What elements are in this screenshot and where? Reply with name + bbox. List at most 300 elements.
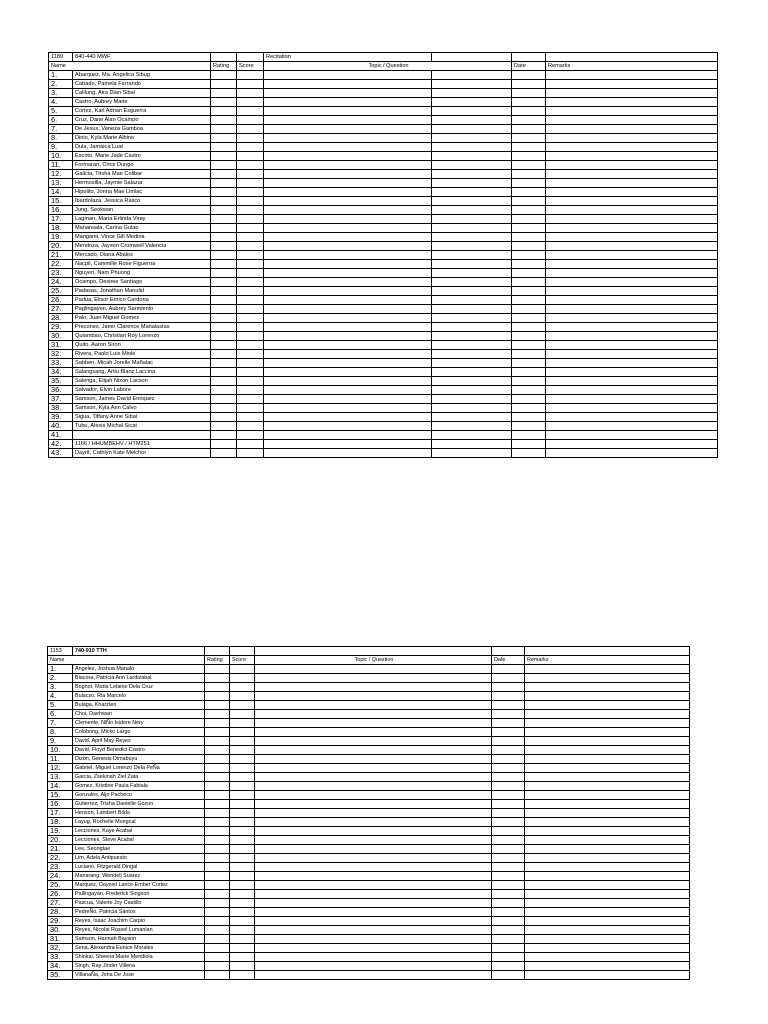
remarks-cell[interactable]: [546, 125, 718, 134]
topic-cell[interactable]: [255, 899, 492, 908]
remarks-cell[interactable]: [525, 737, 690, 746]
rating-cell[interactable]: [211, 341, 237, 350]
date-cell[interactable]: [512, 377, 546, 386]
date-cell[interactable]: [492, 674, 525, 683]
remarks-cell[interactable]: [525, 755, 690, 764]
score-cell[interactable]: [230, 845, 255, 854]
topic-cell[interactable]: [255, 719, 492, 728]
remarks-cell[interactable]: [546, 98, 718, 107]
date-cell[interactable]: [512, 260, 546, 269]
topic-cell[interactable]: [255, 791, 492, 800]
rating-cell[interactable]: [211, 89, 237, 98]
date-cell[interactable]: [492, 692, 525, 701]
rating-cell[interactable]: [205, 872, 230, 881]
date-cell[interactable]: [492, 809, 525, 818]
score-cell[interactable]: [237, 152, 264, 161]
rating-cell[interactable]: [211, 404, 237, 413]
remarks-cell[interactable]: [525, 674, 690, 683]
topic-cell-extra[interactable]: [432, 422, 512, 431]
topic-cell-extra[interactable]: [432, 80, 512, 89]
rating-cell[interactable]: [205, 674, 230, 683]
topic-cell[interactable]: [264, 260, 432, 269]
score-cell[interactable]: [237, 125, 264, 134]
score-cell[interactable]: [230, 917, 255, 926]
remarks-cell[interactable]: [525, 809, 690, 818]
rating-cell[interactable]: [211, 125, 237, 134]
rating-cell[interactable]: [205, 746, 230, 755]
date-cell[interactable]: [512, 89, 546, 98]
topic-cell-extra[interactable]: [432, 89, 512, 98]
topic-cell-extra[interactable]: [432, 305, 512, 314]
remarks-cell[interactable]: [546, 188, 718, 197]
date-cell[interactable]: [512, 449, 546, 458]
score-cell[interactable]: [230, 818, 255, 827]
date-cell[interactable]: [492, 728, 525, 737]
remarks-cell[interactable]: [546, 152, 718, 161]
rating-cell[interactable]: [211, 422, 237, 431]
remarks-cell[interactable]: [546, 197, 718, 206]
topic-cell[interactable]: [255, 755, 492, 764]
rating-cell[interactable]: [211, 449, 237, 458]
date-cell[interactable]: [512, 197, 546, 206]
rating-cell[interactable]: [211, 224, 237, 233]
rating-cell[interactable]: [205, 836, 230, 845]
remarks-cell[interactable]: [546, 143, 718, 152]
rating-cell[interactable]: [211, 215, 237, 224]
topic-cell-extra[interactable]: [432, 359, 512, 368]
topic-cell[interactable]: [264, 125, 432, 134]
topic-cell[interactable]: [255, 854, 492, 863]
date-cell[interactable]: [512, 440, 546, 449]
rating-cell[interactable]: [211, 197, 237, 206]
topic-cell[interactable]: [264, 80, 432, 89]
rating-cell[interactable]: [211, 386, 237, 395]
rating-cell[interactable]: [205, 809, 230, 818]
score-cell[interactable]: [230, 683, 255, 692]
remarks-cell[interactable]: [525, 800, 690, 809]
score-cell[interactable]: [230, 926, 255, 935]
remarks-cell[interactable]: [525, 728, 690, 737]
date-cell[interactable]: [512, 71, 546, 80]
score-cell[interactable]: [237, 431, 264, 440]
date-cell[interactable]: [512, 242, 546, 251]
topic-cell[interactable]: [264, 323, 432, 332]
topic-cell-extra[interactable]: [432, 188, 512, 197]
date-cell[interactable]: [492, 953, 525, 962]
rating-cell[interactable]: [211, 350, 237, 359]
score-cell[interactable]: [230, 890, 255, 899]
topic-cell[interactable]: [264, 98, 432, 107]
remarks-cell[interactable]: [525, 917, 690, 926]
date-cell[interactable]: [492, 872, 525, 881]
score-cell[interactable]: [230, 800, 255, 809]
rating-cell[interactable]: [205, 773, 230, 782]
remarks-cell[interactable]: [525, 836, 690, 845]
rating-cell[interactable]: [205, 971, 230, 980]
topic-cell-extra[interactable]: [432, 197, 512, 206]
remarks-cell[interactable]: [525, 962, 690, 971]
date-cell[interactable]: [512, 224, 546, 233]
remarks-cell[interactable]: [546, 404, 718, 413]
topic-cell-extra[interactable]: [432, 107, 512, 116]
rating-cell[interactable]: [205, 845, 230, 854]
rating-cell[interactable]: [211, 251, 237, 260]
topic-cell-extra[interactable]: [432, 134, 512, 143]
topic-cell[interactable]: [255, 917, 492, 926]
topic-cell-extra[interactable]: [432, 404, 512, 413]
date-cell[interactable]: [512, 413, 546, 422]
date-cell[interactable]: [492, 917, 525, 926]
topic-cell[interactable]: [264, 242, 432, 251]
topic-cell[interactable]: [264, 422, 432, 431]
rating-cell[interactable]: [211, 71, 237, 80]
score-cell[interactable]: [230, 773, 255, 782]
topic-cell[interactable]: [264, 188, 432, 197]
score-cell[interactable]: [237, 314, 264, 323]
score-cell[interactable]: [230, 872, 255, 881]
score-cell[interactable]: [237, 404, 264, 413]
topic-cell-extra[interactable]: [432, 341, 512, 350]
score-cell[interactable]: [237, 359, 264, 368]
topic-cell-extra[interactable]: [432, 395, 512, 404]
remarks-cell[interactable]: [546, 251, 718, 260]
remarks-cell[interactable]: [525, 782, 690, 791]
date-cell[interactable]: [512, 161, 546, 170]
rating-cell[interactable]: [205, 791, 230, 800]
topic-cell[interactable]: [264, 89, 432, 98]
date-cell[interactable]: [492, 971, 525, 980]
date-cell[interactable]: [512, 80, 546, 89]
topic-cell[interactable]: [255, 809, 492, 818]
remarks-cell[interactable]: [546, 449, 718, 458]
remarks-cell[interactable]: [546, 170, 718, 179]
score-cell[interactable]: [237, 89, 264, 98]
topic-cell[interactable]: [264, 233, 432, 242]
score-cell[interactable]: [237, 197, 264, 206]
date-cell[interactable]: [512, 143, 546, 152]
score-cell[interactable]: [230, 791, 255, 800]
score-cell[interactable]: [237, 143, 264, 152]
remarks-cell[interactable]: [525, 854, 690, 863]
rating-cell[interactable]: [205, 863, 230, 872]
score-cell[interactable]: [230, 863, 255, 872]
topic-cell[interactable]: [255, 872, 492, 881]
topic-cell[interactable]: [255, 881, 492, 890]
remarks-cell[interactable]: [525, 665, 690, 674]
topic-cell-extra[interactable]: [432, 350, 512, 359]
date-cell[interactable]: [492, 827, 525, 836]
date-cell[interactable]: [492, 836, 525, 845]
score-cell[interactable]: [237, 161, 264, 170]
topic-cell[interactable]: [255, 782, 492, 791]
remarks-cell[interactable]: [525, 899, 690, 908]
remarks-cell[interactable]: [546, 332, 718, 341]
topic-cell-extra[interactable]: [432, 224, 512, 233]
rating-cell[interactable]: [211, 359, 237, 368]
score-cell[interactable]: [237, 449, 264, 458]
date-cell[interactable]: [512, 368, 546, 377]
topic-cell[interactable]: [264, 431, 432, 440]
remarks-cell[interactable]: [525, 692, 690, 701]
score-cell[interactable]: [237, 80, 264, 89]
topic-cell[interactable]: [255, 953, 492, 962]
date-cell[interactable]: [492, 764, 525, 773]
remarks-cell[interactable]: [546, 206, 718, 215]
rating-cell[interactable]: [211, 161, 237, 170]
score-cell[interactable]: [230, 701, 255, 710]
rating-cell[interactable]: [211, 296, 237, 305]
date-cell[interactable]: [512, 431, 546, 440]
topic-cell[interactable]: [264, 206, 432, 215]
rating-cell[interactable]: [205, 800, 230, 809]
remarks-cell[interactable]: [525, 953, 690, 962]
rating-cell[interactable]: [205, 827, 230, 836]
rating-cell[interactable]: [205, 683, 230, 692]
topic-cell[interactable]: [264, 332, 432, 341]
date-cell[interactable]: [492, 683, 525, 692]
rating-cell[interactable]: [205, 917, 230, 926]
score-cell[interactable]: [230, 908, 255, 917]
topic-cell-extra[interactable]: [432, 386, 512, 395]
date-cell[interactable]: [512, 395, 546, 404]
topic-cell[interactable]: [255, 665, 492, 674]
date-cell[interactable]: [512, 314, 546, 323]
score-cell[interactable]: [230, 944, 255, 953]
remarks-cell[interactable]: [525, 818, 690, 827]
score-cell[interactable]: [237, 206, 264, 215]
remarks-cell[interactable]: [525, 926, 690, 935]
remarks-cell[interactable]: [546, 269, 718, 278]
remarks-cell[interactable]: [546, 305, 718, 314]
topic-cell[interactable]: [264, 413, 432, 422]
rating-cell[interactable]: [205, 944, 230, 953]
date-cell[interactable]: [512, 98, 546, 107]
score-cell[interactable]: [237, 134, 264, 143]
rating-cell[interactable]: [211, 116, 237, 125]
rating-cell[interactable]: [205, 782, 230, 791]
score-cell[interactable]: [230, 953, 255, 962]
date-cell[interactable]: [512, 278, 546, 287]
rating-cell[interactable]: [211, 323, 237, 332]
remarks-cell[interactable]: [546, 341, 718, 350]
topic-cell-extra[interactable]: [432, 440, 512, 449]
topic-cell-extra[interactable]: [432, 233, 512, 242]
score-cell[interactable]: [230, 755, 255, 764]
rating-cell[interactable]: [211, 188, 237, 197]
topic-cell[interactable]: [264, 440, 432, 449]
topic-cell[interactable]: [255, 926, 492, 935]
topic-cell-extra[interactable]: [432, 161, 512, 170]
remarks-cell[interactable]: [546, 224, 718, 233]
remarks-cell[interactable]: [525, 827, 690, 836]
topic-cell[interactable]: [255, 692, 492, 701]
rating-cell[interactable]: [205, 935, 230, 944]
remarks-cell[interactable]: [525, 845, 690, 854]
topic-cell[interactable]: [264, 377, 432, 386]
remarks-cell[interactable]: [546, 107, 718, 116]
remarks-cell[interactable]: [525, 764, 690, 773]
remarks-cell[interactable]: [525, 944, 690, 953]
date-cell[interactable]: [512, 179, 546, 188]
topic-cell[interactable]: [264, 161, 432, 170]
rating-cell[interactable]: [205, 755, 230, 764]
topic-cell-extra[interactable]: [432, 377, 512, 386]
remarks-cell[interactable]: [525, 791, 690, 800]
topic-cell-extra[interactable]: [432, 125, 512, 134]
date-cell[interactable]: [492, 890, 525, 899]
remarks-cell[interactable]: [546, 368, 718, 377]
topic-cell[interactable]: [264, 449, 432, 458]
date-cell[interactable]: [492, 800, 525, 809]
rating-cell[interactable]: [211, 260, 237, 269]
remarks-cell[interactable]: [525, 683, 690, 692]
topic-cell[interactable]: [255, 746, 492, 755]
topic-cell[interactable]: [264, 107, 432, 116]
date-cell[interactable]: [492, 935, 525, 944]
date-cell[interactable]: [492, 773, 525, 782]
topic-cell[interactable]: [264, 368, 432, 377]
remarks-cell[interactable]: [525, 863, 690, 872]
score-cell[interactable]: [237, 413, 264, 422]
score-cell[interactable]: [237, 368, 264, 377]
rating-cell[interactable]: [211, 287, 237, 296]
rating-cell[interactable]: [211, 107, 237, 116]
topic-cell-extra[interactable]: [432, 260, 512, 269]
topic-cell[interactable]: [255, 701, 492, 710]
topic-cell-extra[interactable]: [432, 431, 512, 440]
remarks-cell[interactable]: [546, 413, 718, 422]
remarks-cell[interactable]: [525, 773, 690, 782]
topic-cell[interactable]: [264, 350, 432, 359]
score-cell[interactable]: [237, 242, 264, 251]
topic-cell-extra[interactable]: [432, 332, 512, 341]
remarks-cell[interactable]: [546, 323, 718, 332]
date-cell[interactable]: [512, 350, 546, 359]
score-cell[interactable]: [237, 269, 264, 278]
topic-cell[interactable]: [264, 314, 432, 323]
score-cell[interactable]: [237, 71, 264, 80]
date-cell[interactable]: [512, 269, 546, 278]
date-cell[interactable]: [512, 386, 546, 395]
score-cell[interactable]: [237, 377, 264, 386]
date-cell[interactable]: [512, 305, 546, 314]
topic-cell-extra[interactable]: [432, 71, 512, 80]
date-cell[interactable]: [512, 134, 546, 143]
rating-cell[interactable]: [205, 764, 230, 773]
rating-cell[interactable]: [211, 206, 237, 215]
remarks-cell[interactable]: [546, 386, 718, 395]
topic-cell[interactable]: [264, 395, 432, 404]
score-cell[interactable]: [237, 107, 264, 116]
remarks-cell[interactable]: [546, 314, 718, 323]
topic-cell[interactable]: [255, 683, 492, 692]
score-cell[interactable]: [237, 278, 264, 287]
remarks-cell[interactable]: [525, 746, 690, 755]
topic-cell[interactable]: [255, 827, 492, 836]
date-cell[interactable]: [512, 206, 546, 215]
score-cell[interactable]: [230, 746, 255, 755]
score-cell[interactable]: [237, 215, 264, 224]
score-cell[interactable]: [237, 179, 264, 188]
date-cell[interactable]: [492, 899, 525, 908]
topic-cell[interactable]: [264, 143, 432, 152]
rating-cell[interactable]: [205, 881, 230, 890]
date-cell[interactable]: [492, 854, 525, 863]
topic-cell[interactable]: [255, 674, 492, 683]
date-cell[interactable]: [512, 188, 546, 197]
topic-cell-extra[interactable]: [432, 368, 512, 377]
remarks-cell[interactable]: [546, 278, 718, 287]
score-cell[interactable]: [230, 692, 255, 701]
remarks-cell[interactable]: [525, 872, 690, 881]
remarks-cell[interactable]: [546, 242, 718, 251]
topic-cell-extra[interactable]: [432, 413, 512, 422]
date-cell[interactable]: [492, 737, 525, 746]
date-cell[interactable]: [492, 665, 525, 674]
score-cell[interactable]: [230, 737, 255, 746]
score-cell[interactable]: [237, 440, 264, 449]
remarks-cell[interactable]: [546, 215, 718, 224]
topic-cell[interactable]: [264, 224, 432, 233]
date-cell[interactable]: [492, 818, 525, 827]
score-cell[interactable]: [237, 341, 264, 350]
date-cell[interactable]: [512, 125, 546, 134]
topic-cell[interactable]: [255, 737, 492, 746]
topic-cell[interactable]: [264, 116, 432, 125]
rating-cell[interactable]: [211, 152, 237, 161]
rating-cell[interactable]: [205, 854, 230, 863]
date-cell[interactable]: [492, 746, 525, 755]
rating-cell[interactable]: [205, 899, 230, 908]
date-cell[interactable]: [512, 287, 546, 296]
topic-cell[interactable]: [264, 404, 432, 413]
remarks-cell[interactable]: [546, 233, 718, 242]
topic-cell-extra[interactable]: [432, 269, 512, 278]
remarks-cell[interactable]: [546, 431, 718, 440]
rating-cell[interactable]: [211, 278, 237, 287]
rating-cell[interactable]: [211, 368, 237, 377]
topic-cell-extra[interactable]: [432, 116, 512, 125]
remarks-cell[interactable]: [525, 881, 690, 890]
date-cell[interactable]: [492, 863, 525, 872]
topic-cell[interactable]: [264, 278, 432, 287]
rating-cell[interactable]: [211, 440, 237, 449]
topic-cell[interactable]: [255, 764, 492, 773]
topic-cell[interactable]: [255, 908, 492, 917]
topic-cell[interactable]: [264, 197, 432, 206]
remarks-cell[interactable]: [546, 287, 718, 296]
date-cell[interactable]: [492, 710, 525, 719]
topic-cell[interactable]: [264, 269, 432, 278]
score-cell[interactable]: [237, 188, 264, 197]
remarks-cell[interactable]: [546, 116, 718, 125]
topic-cell[interactable]: [255, 818, 492, 827]
topic-cell[interactable]: [255, 710, 492, 719]
topic-cell[interactable]: [264, 71, 432, 80]
score-cell[interactable]: [237, 350, 264, 359]
topic-cell[interactable]: [255, 971, 492, 980]
date-cell[interactable]: [512, 233, 546, 242]
date-cell[interactable]: [512, 323, 546, 332]
score-cell[interactable]: [230, 782, 255, 791]
topic-cell-extra[interactable]: [432, 170, 512, 179]
rating-cell[interactable]: [205, 962, 230, 971]
score-cell[interactable]: [237, 386, 264, 395]
rating-cell[interactable]: [211, 332, 237, 341]
topic-cell[interactable]: [264, 215, 432, 224]
score-cell[interactable]: [230, 971, 255, 980]
topic-cell-extra[interactable]: [432, 98, 512, 107]
